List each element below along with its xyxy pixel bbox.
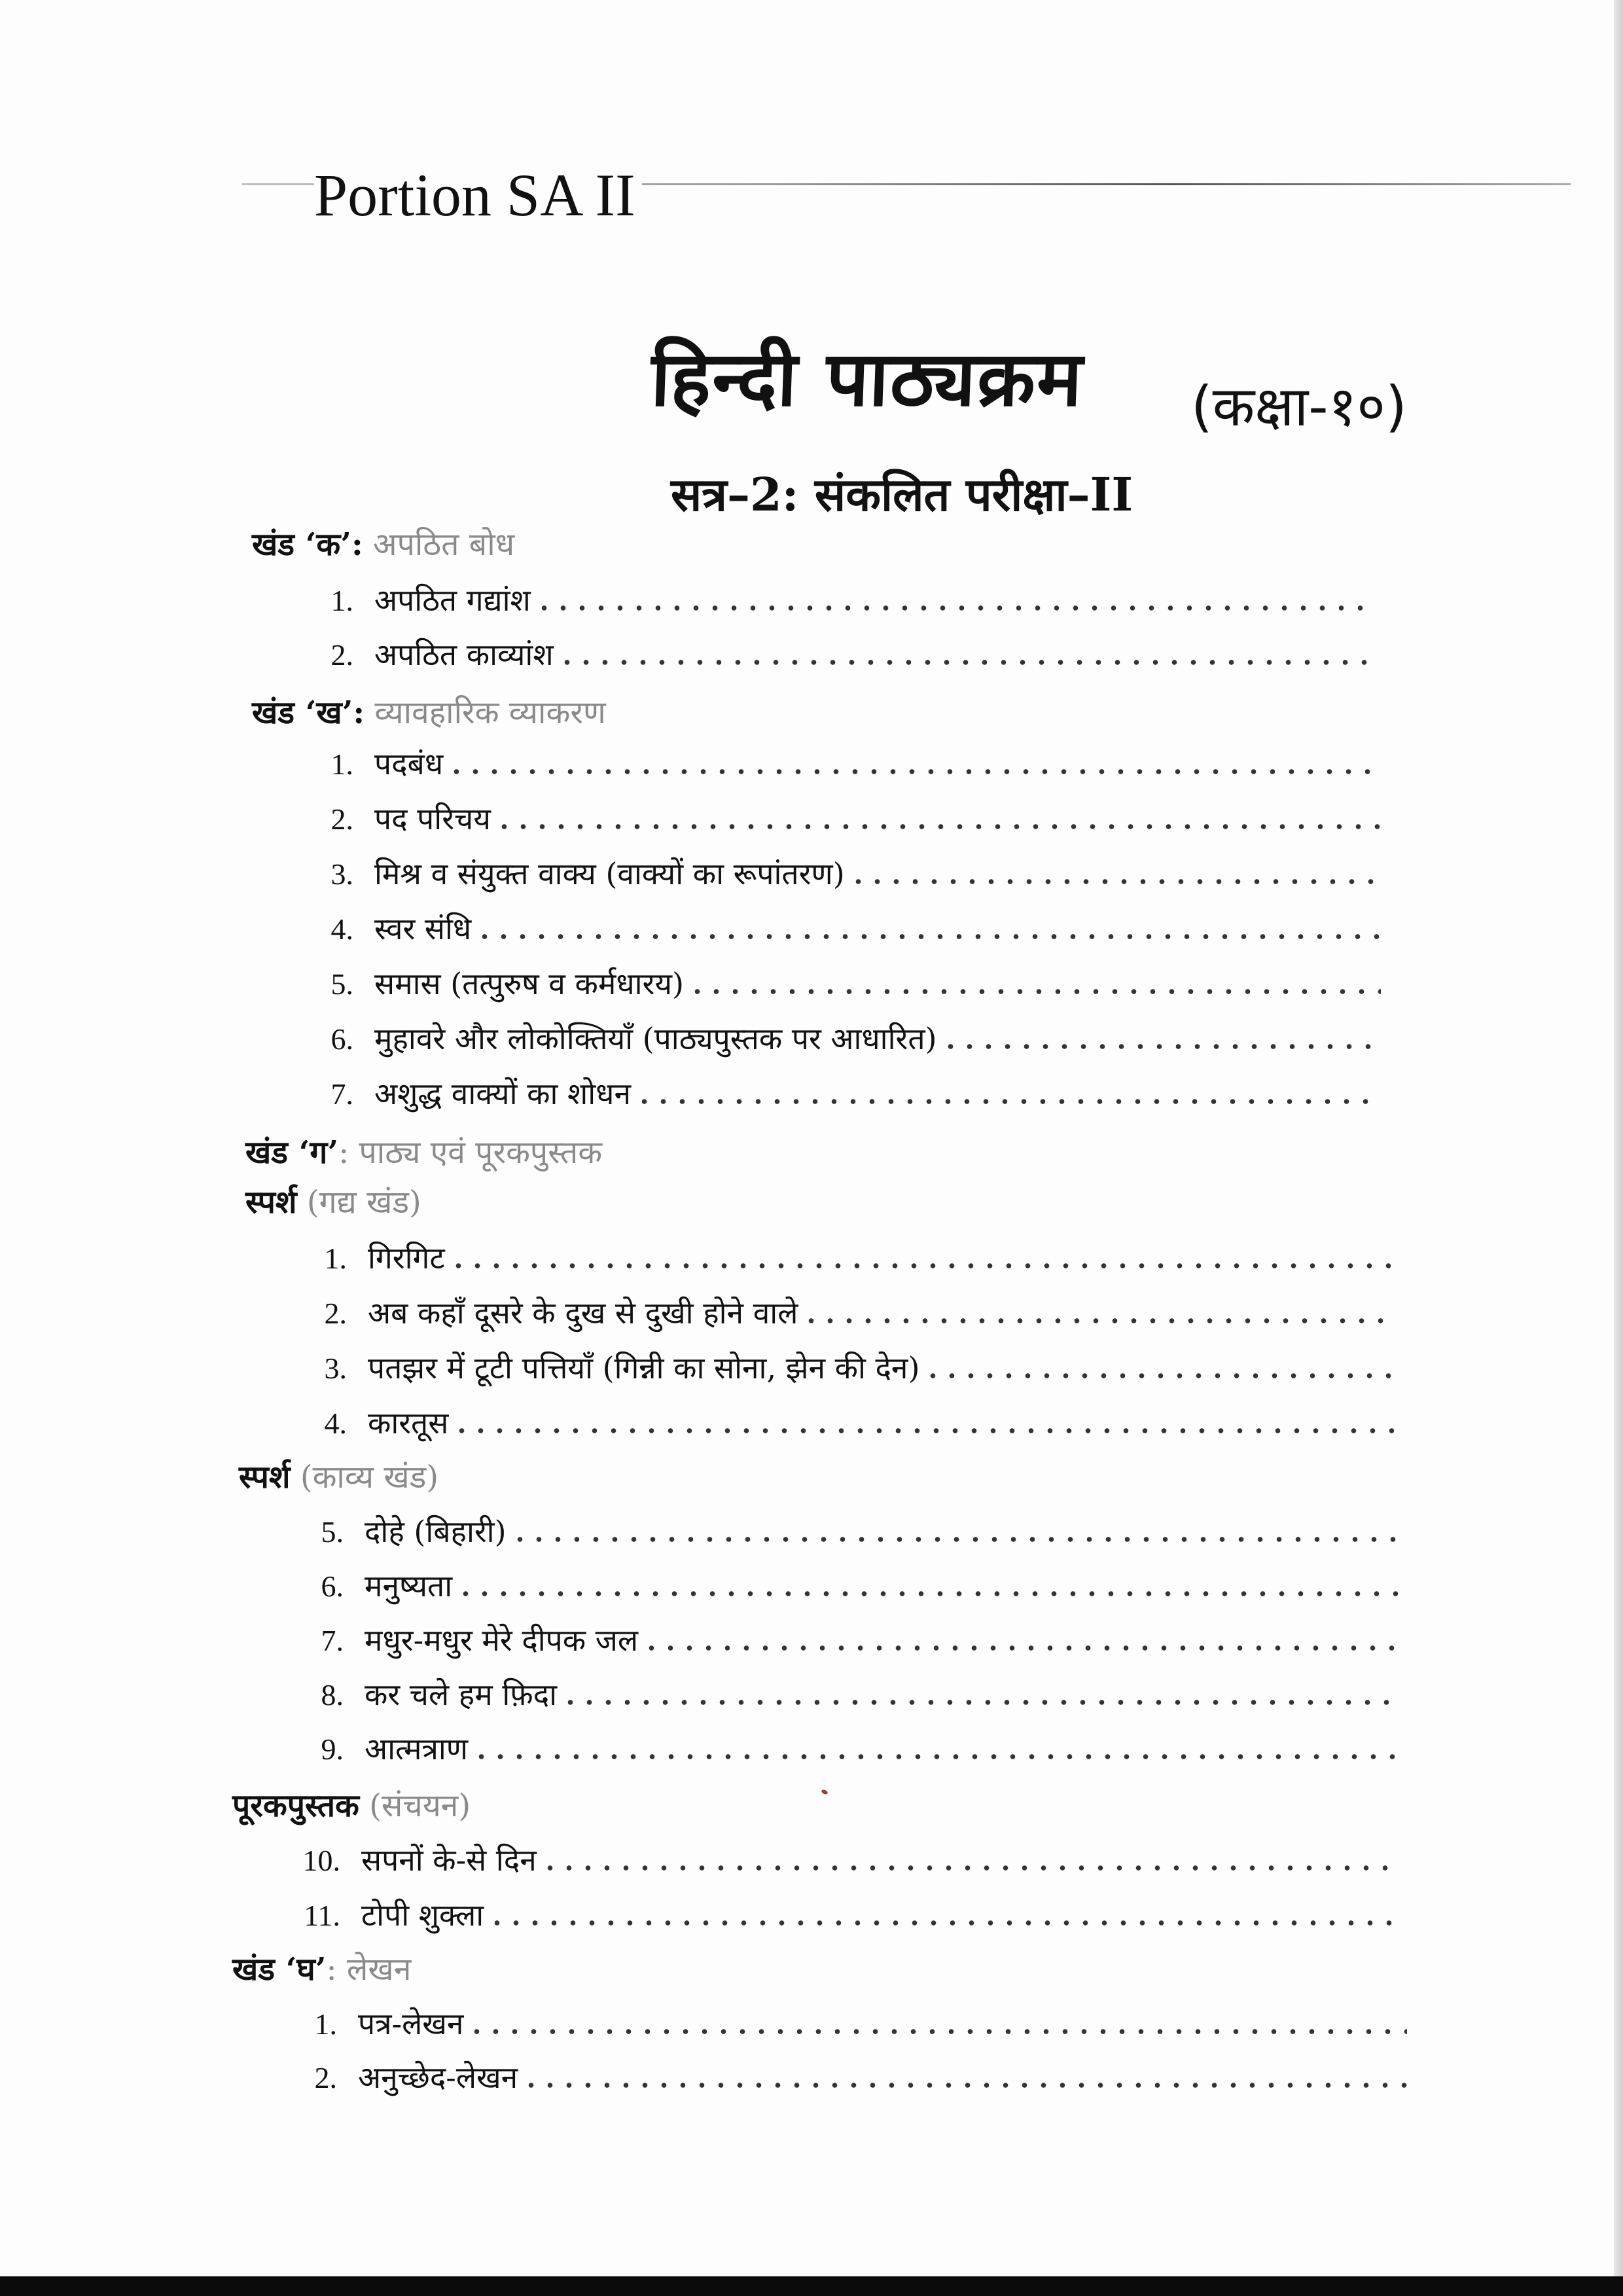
- item-text: अनुच्छेद-लेखन: [358, 2056, 522, 2097]
- list-item: [288, 579, 1374, 619]
- sparsh-kavya-title: (काव्य खंड): [290, 1459, 439, 1496]
- item-number: 2.: [330, 802, 353, 836]
- list-item: [288, 743, 1381, 782]
- sparsh-gadya-label: स्पर्श: [245, 1184, 297, 1221]
- item-text: पदबंध: [374, 743, 447, 783]
- item-text: मनुष्यता: [365, 1565, 456, 1605]
- section-kha-heading: [252, 691, 606, 733]
- list-item: [288, 798, 1381, 837]
- item-number: 6.: [330, 1022, 353, 1056]
- section-gha-heading: [232, 1947, 411, 1990]
- poorak-title: (संचयन): [359, 1787, 471, 1824]
- item-text: दोहे (बिहारी): [365, 1511, 510, 1551]
- dot-leader: [802, 1317, 1394, 1325]
- sparsh-gadya-heading: [245, 1180, 421, 1223]
- dot-leader: [923, 1372, 1394, 1380]
- dot-leader: [635, 1098, 1381, 1105]
- item-number: 4.: [330, 912, 353, 946]
- item-text: अब कहाँ दूसरे के दुख से दुखी होने वाले: [368, 1292, 802, 1333]
- list-item: [278, 1728, 1400, 1767]
- sparsh-kavya-heading: [239, 1455, 438, 1498]
- item-text: मुहावरे और लोकोक्तियाँ (पाठ्यपुस्तक पर आधारित): [374, 1018, 941, 1058]
- item-number: 2.: [324, 1297, 347, 1330]
- dot-leader: [535, 604, 1374, 612]
- section-gha-label: खंड ‘घ’: [232, 1951, 327, 1988]
- item-number: 6.: [321, 1570, 344, 1603]
- item-text: मधुर-मधुर मेरे दीपक जल: [365, 1619, 642, 1660]
- section-ka-title: अपठित बोध: [363, 526, 515, 563]
- list-item: [288, 634, 1374, 673]
- item-text: आत्मत्राण: [365, 1728, 472, 1768]
- item-number: 1.: [324, 1242, 347, 1275]
- section-ka-label: खंड ‘क’:: [252, 526, 363, 563]
- item-number: 1.: [330, 584, 353, 617]
- section-ga-title: : पाठ्य एवं पूरकपुस्तक: [338, 1134, 603, 1171]
- item-number: 2.: [330, 638, 353, 672]
- poorak-heading: [232, 1784, 471, 1826]
- list-item: [275, 1894, 1400, 1933]
- list-item: [278, 1565, 1400, 1604]
- item-number: 5.: [321, 1515, 344, 1549]
- section-kha-title: व्यावहारिक व्याकरण: [365, 694, 606, 731]
- list-item: [288, 1018, 1381, 1057]
- item-text: मिश्र व संयुक्त वाक्य (वाक्यों का रूपांतरण): [374, 853, 849, 893]
- ink-speck: [821, 1789, 829, 1795]
- item-number: 11.: [304, 1899, 340, 1932]
- dot-leader: [642, 1644, 1400, 1652]
- item-number: 3.: [330, 857, 353, 891]
- dot-leader: [561, 1698, 1400, 1706]
- dot-leader: [510, 1535, 1400, 1543]
- section-ga-label: खंड ‘ग’: [245, 1134, 339, 1171]
- dot-leader: [475, 933, 1381, 941]
- item-number: 10.: [302, 1844, 340, 1877]
- sparsh-kavya-label: स्पर्श: [239, 1459, 291, 1496]
- item-text: पतझर में टूटी पत्तियाँ (गिन्नी का सोना, झेन की देन): [368, 1347, 923, 1388]
- item-text: स्वर संधि: [374, 908, 475, 948]
- list-item: [278, 1511, 1400, 1550]
- poorak-label: पूरकपुस्तक: [232, 1787, 359, 1824]
- dot-leader: [558, 658, 1374, 666]
- list-item: [288, 963, 1381, 1002]
- item-text: टोपी शुक्ला: [361, 1894, 488, 1935]
- dot-leader: [488, 1919, 1400, 1927]
- item-text: पद परिचय: [374, 798, 495, 838]
- section-gha-title: : लेखन: [326, 1951, 412, 1988]
- handwritten-title: हिन्दी पाठ्यक्रम: [649, 335, 1086, 423]
- item-text: सपनों के-से दिन: [361, 1839, 541, 1880]
- item-number: 1.: [330, 747, 353, 781]
- item-text: अशुद्ध वाक्यों का शोधन: [374, 1073, 635, 1113]
- item-number: 4.: [324, 1407, 347, 1440]
- item-number: 1.: [314, 2007, 337, 2041]
- portion-label: Portion SA II: [314, 160, 642, 230]
- section-ga-heading: [245, 1130, 602, 1173]
- item-text: पत्र-लेखन: [358, 2003, 467, 2043]
- item-number: 7.: [330, 1077, 353, 1111]
- item-number: 9.: [321, 1732, 344, 1766]
- dot-leader: [495, 823, 1381, 831]
- dot-leader: [522, 2081, 1407, 2089]
- dot-leader: [941, 1043, 1382, 1050]
- scan-edge-right: [1614, 0, 1623, 2296]
- list-item: [278, 1674, 1400, 1713]
- list-item: [281, 1292, 1394, 1331]
- page-subtitle: सत्र–2: संकलित परीक्षा–II: [671, 467, 1133, 522]
- list-item: [272, 2003, 1407, 2042]
- dot-leader: [849, 878, 1381, 886]
- dot-leader: [456, 1590, 1400, 1598]
- item-number: 3.: [324, 1352, 347, 1385]
- list-item: [281, 1237, 1394, 1276]
- handwritten-class: (कक्षा-१०): [1191, 374, 1407, 439]
- item-number: 8.: [321, 1678, 344, 1712]
- dot-leader: [467, 2028, 1407, 2036]
- sparsh-gadya-title: (गद्य खंड): [296, 1184, 421, 1221]
- dot-leader: [688, 988, 1381, 996]
- item-text: कर चले हम फ़िदा: [365, 1674, 561, 1714]
- section-kha-label: खंड ‘ख’:: [252, 694, 365, 731]
- item-number: 7.: [321, 1624, 344, 1657]
- item-text: अपठित काव्यांश: [374, 634, 558, 674]
- dot-leader: [452, 1427, 1394, 1435]
- item-text: समास (तत्पुरुष व कर्मधारय): [374, 963, 688, 1003]
- item-text: कारतूस: [368, 1402, 452, 1443]
- list-item: [288, 853, 1381, 892]
- list-item: [288, 908, 1381, 947]
- section-ka-heading: [252, 522, 514, 565]
- list-item: [288, 1073, 1381, 1112]
- dot-leader: [447, 768, 1381, 776]
- list-item: [281, 1347, 1394, 1386]
- list-item: [278, 1619, 1400, 1659]
- list-item: [272, 2056, 1407, 2096]
- scan-edge-bottom: [0, 2276, 1623, 2296]
- list-item: [275, 1839, 1400, 1878]
- item-number: 5.: [330, 967, 353, 1001]
- list-item: [281, 1402, 1394, 1441]
- dot-leader: [472, 1753, 1400, 1761]
- item-text: अपठित गद्यांश: [374, 579, 535, 620]
- dot-leader: [449, 1262, 1394, 1270]
- item-text: गिरगिट: [368, 1237, 449, 1278]
- item-number: 2.: [314, 2061, 337, 2094]
- dot-leader: [541, 1864, 1400, 1872]
